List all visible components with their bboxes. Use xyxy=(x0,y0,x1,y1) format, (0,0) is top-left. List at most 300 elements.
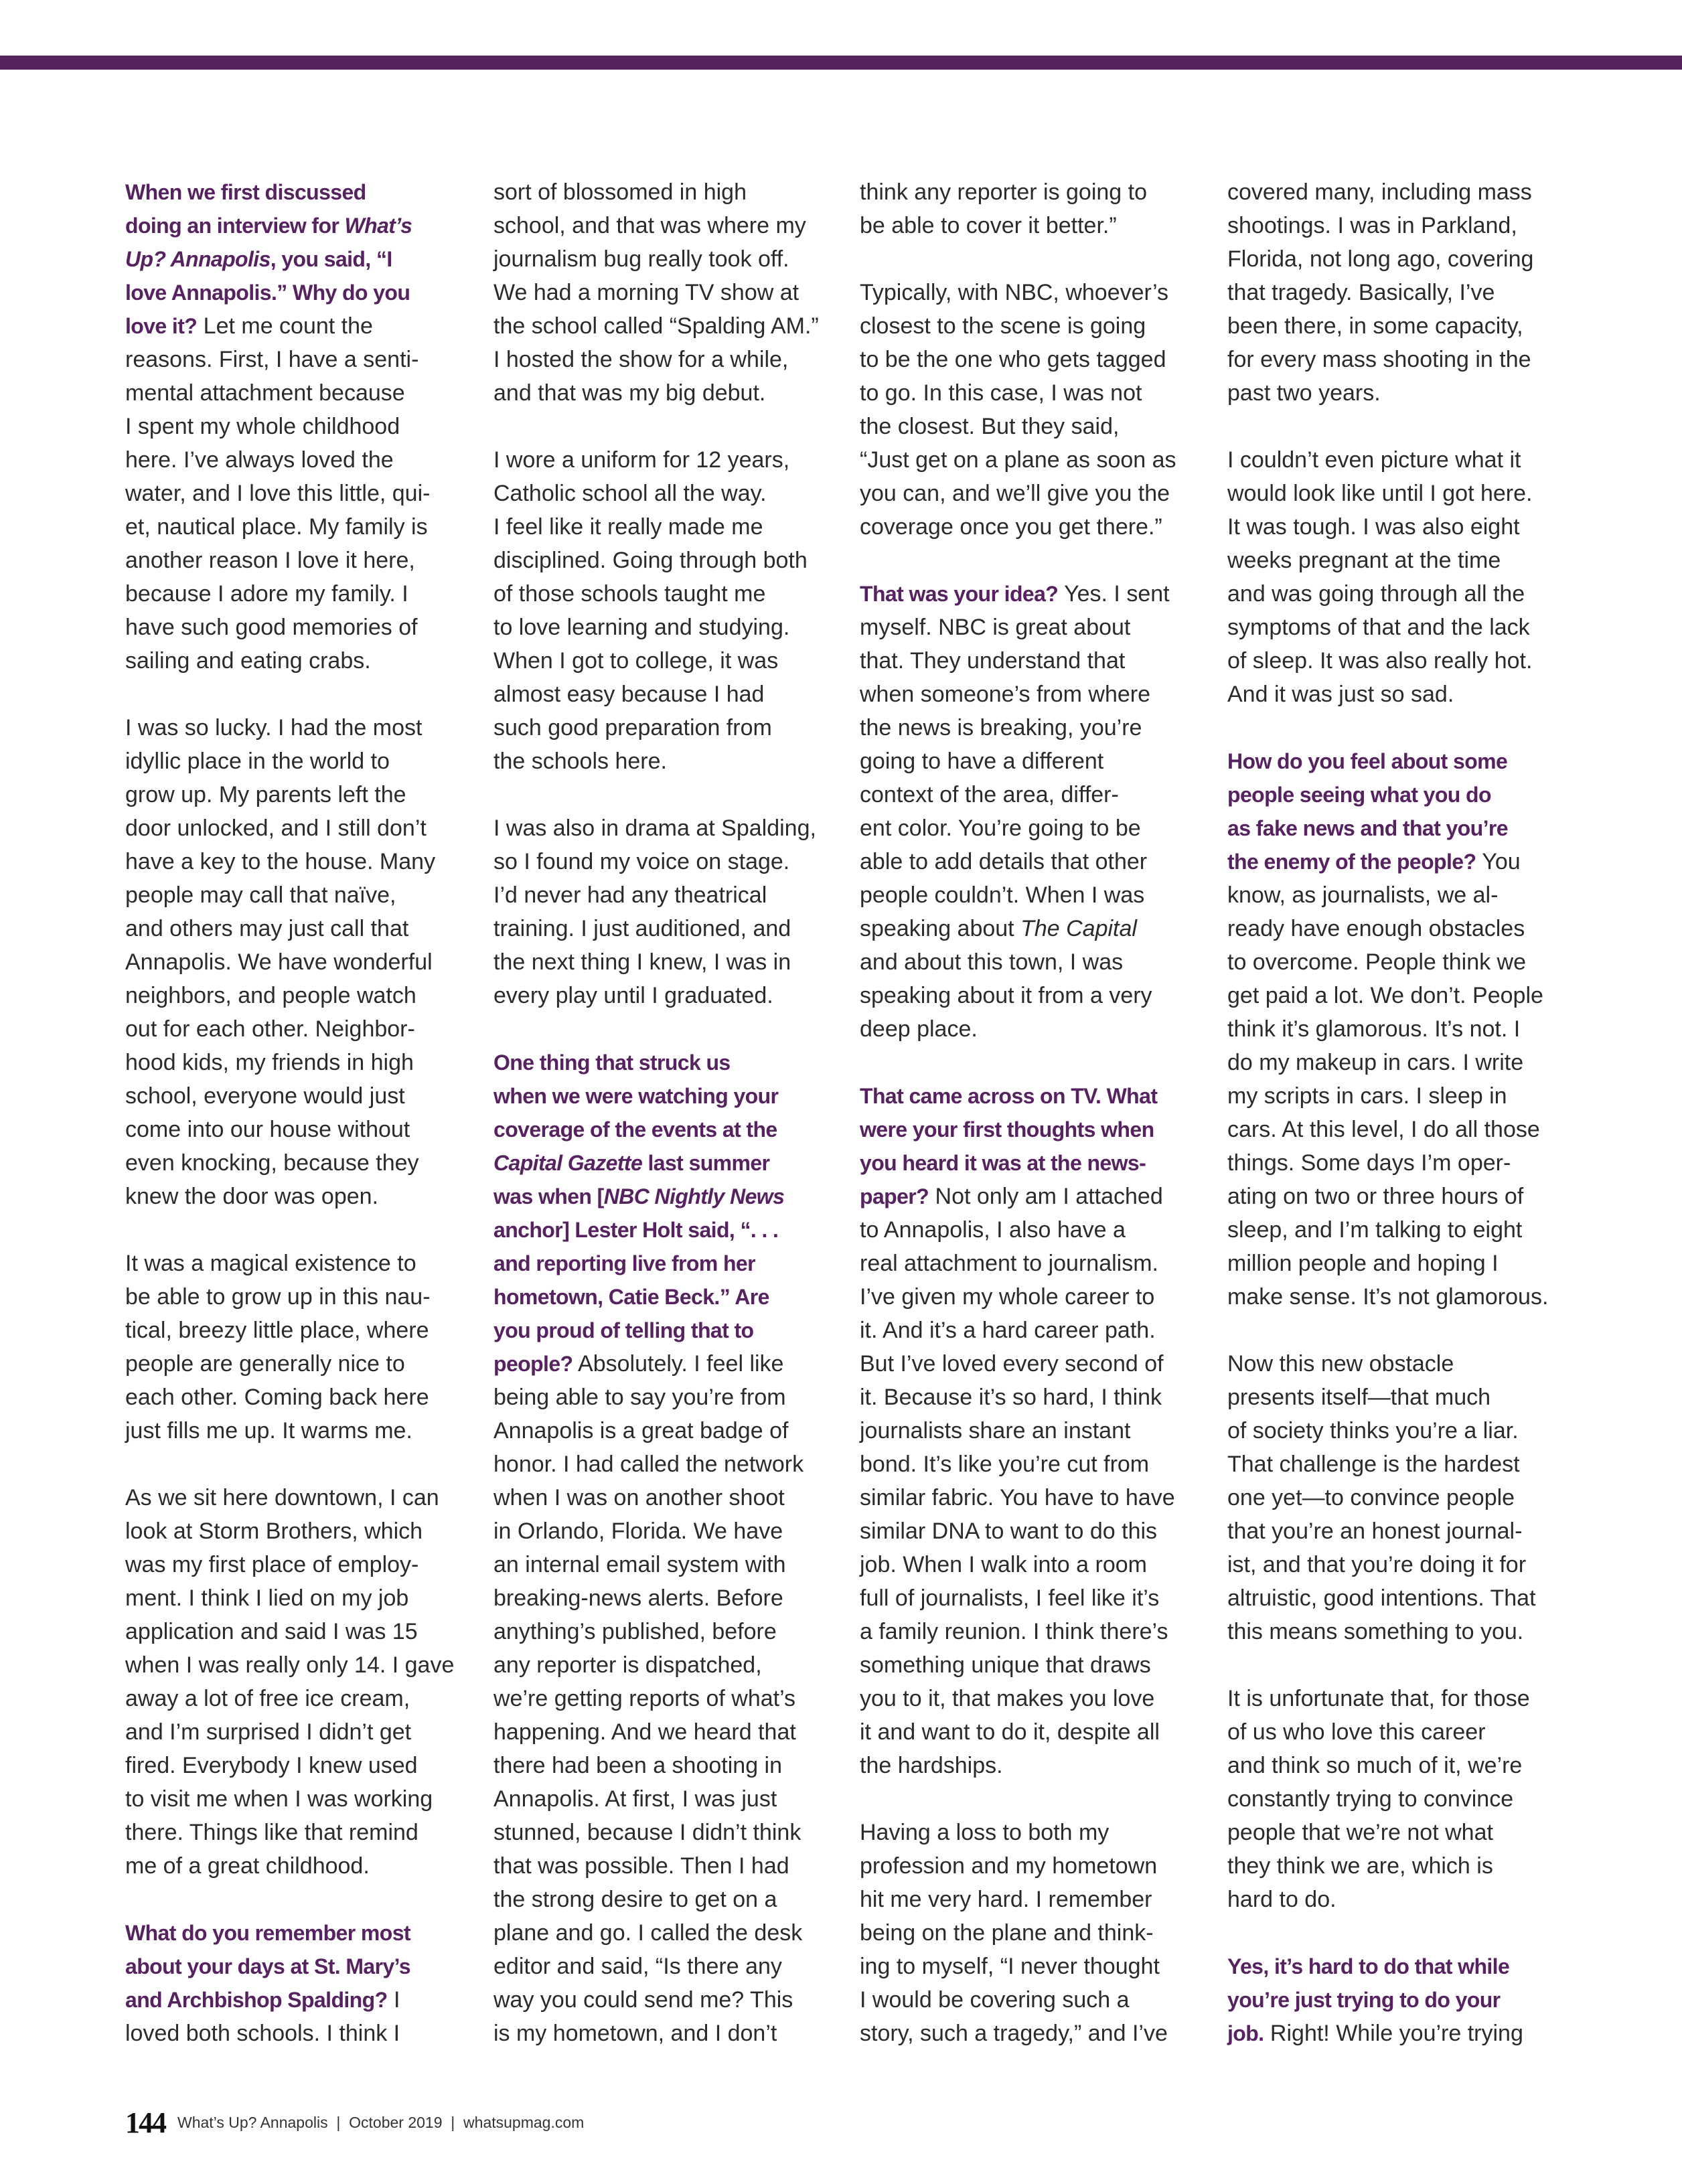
text-line-content xyxy=(860,711,1142,745)
text-line xyxy=(1227,2017,1562,2050)
text-line xyxy=(125,1481,460,1514)
page-number: 144 xyxy=(125,2106,165,2139)
body-text: I xyxy=(387,1987,400,2013)
text-line xyxy=(125,1280,460,1314)
text-line xyxy=(1227,1782,1562,1816)
text-line xyxy=(860,878,1195,912)
text-line xyxy=(493,1883,828,1916)
interview-question-text: was when [ xyxy=(493,1184,604,1208)
body-text: As we sit here downtown, I can xyxy=(125,1485,439,1510)
body-text: have such good memories of xyxy=(125,615,418,640)
body-text: I’ve given my whole career to xyxy=(860,1284,1155,1310)
text-line-content xyxy=(125,1146,419,1180)
text-line-content xyxy=(1227,343,1531,376)
text-line-content xyxy=(493,1213,778,1247)
text-line xyxy=(125,309,460,343)
text-line-content xyxy=(1227,1146,1511,1180)
text-line-content xyxy=(493,644,778,678)
text-line xyxy=(493,711,828,745)
body-text: hood kids, my friends in high xyxy=(125,1050,414,1075)
body-text: is my hometown, and I don’t xyxy=(493,2021,777,2046)
text-line xyxy=(860,1381,1195,1414)
text-line xyxy=(860,477,1195,510)
text-line-content xyxy=(125,979,416,1012)
body-text: it. And it’s a hard career path. xyxy=(860,1318,1156,1343)
text-line xyxy=(125,1615,460,1648)
text-line xyxy=(860,979,1195,1012)
text-line xyxy=(1227,1481,1562,1514)
text-line xyxy=(1227,343,1562,376)
text-line-content xyxy=(125,1113,410,1146)
text-line-content xyxy=(1227,544,1501,577)
text-line-content xyxy=(125,443,394,477)
body-text: It was a magical existence to xyxy=(125,1251,416,1276)
text-line-content xyxy=(493,678,764,711)
text-line xyxy=(493,1782,828,1816)
text-line-content xyxy=(1227,1615,1523,1648)
text-line-content xyxy=(125,1548,418,1581)
text-line xyxy=(1227,1146,1562,1180)
text-line xyxy=(493,1682,828,1715)
body-text: think any reporter is going to xyxy=(860,179,1148,205)
text-line xyxy=(493,443,828,477)
interview-question-text: How do you feel about some xyxy=(1227,749,1508,773)
text-line-content xyxy=(1227,175,1532,209)
interview-question-text: Up? Annapolis xyxy=(125,247,271,271)
text-line-content xyxy=(860,845,1147,878)
text-line xyxy=(860,1615,1195,1648)
text-line xyxy=(1227,1816,1562,1849)
body-text: Right! While you’re trying xyxy=(1264,2021,1523,2046)
text-line xyxy=(125,544,460,577)
body-text: million people and hoping I xyxy=(1227,1251,1499,1276)
text-line xyxy=(1227,1414,1562,1448)
text-line xyxy=(860,1280,1195,1314)
paragraph xyxy=(860,276,1195,544)
text-line-content xyxy=(125,945,433,979)
text-line-content xyxy=(125,1749,418,1782)
text-line xyxy=(125,1581,460,1615)
text-line-content xyxy=(125,175,366,209)
text-line-content xyxy=(125,1615,418,1648)
text-line-content xyxy=(493,1514,783,1548)
article-column-3 xyxy=(860,175,1195,2084)
text-line-content xyxy=(493,1314,753,1347)
text-line xyxy=(493,1950,828,1983)
body-text: people that we’re not what xyxy=(1227,1820,1493,1845)
text-line xyxy=(1227,979,1562,1012)
text-line-content xyxy=(125,577,408,611)
body-text: Typically, with NBC, whoever’s xyxy=(860,280,1169,305)
text-line-content xyxy=(493,979,773,1012)
body-text: that tragedy. Basically, I’ve xyxy=(1227,280,1495,305)
text-line xyxy=(1227,1548,1562,1581)
text-line xyxy=(125,778,460,811)
interview-question-text: Yes, it’s hard to do that while xyxy=(1227,1954,1510,1978)
text-line xyxy=(125,1548,460,1581)
text-line xyxy=(1227,1514,1562,1548)
body-text: people may call that naïve, xyxy=(125,882,396,908)
body-text: people are generally nice to xyxy=(125,1351,405,1377)
text-line xyxy=(1227,1983,1562,2017)
body-text: when I was on another shoot xyxy=(493,1485,785,1510)
interview-question-text: NBC Nightly News xyxy=(603,1184,785,1208)
text-line-content xyxy=(125,1648,454,1682)
text-line xyxy=(125,510,460,544)
text-line-content xyxy=(860,343,1166,376)
interview-question-text: paper? xyxy=(860,1184,929,1208)
interview-question-text: as fake news and that you’re xyxy=(1227,816,1508,840)
text-line xyxy=(493,577,828,611)
body-text: Not only am I attached xyxy=(929,1184,1163,1209)
text-line xyxy=(860,1816,1195,1849)
text-line-content xyxy=(860,1883,1152,1916)
body-text: to overcome. People think we xyxy=(1227,949,1527,975)
body-text: know, as journalists, we al- xyxy=(1227,882,1499,908)
paragraph xyxy=(493,175,828,410)
text-line xyxy=(493,1347,828,1381)
text-line-content xyxy=(125,1012,415,1046)
body-text: to be the one who gets tagged xyxy=(860,347,1166,372)
text-line-content xyxy=(1227,1414,1519,1448)
body-text: just fills me up. It warms me. xyxy=(125,1418,412,1444)
body-text: When I got to college, it was xyxy=(493,648,779,674)
text-line xyxy=(125,1347,460,1381)
body-text: grow up. My parents left the xyxy=(125,782,406,807)
text-line-content xyxy=(493,1648,762,1682)
paragraph xyxy=(125,1247,460,1448)
body-text: here. I’ve always loved the xyxy=(125,447,394,473)
body-text: it and want to do it, despite all xyxy=(860,1719,1160,1745)
text-line xyxy=(860,276,1195,309)
text-line xyxy=(860,845,1195,878)
text-line xyxy=(493,1481,828,1514)
text-line xyxy=(125,611,460,644)
text-line-content xyxy=(493,945,791,979)
text-line xyxy=(1227,1715,1562,1749)
body-text: story, such a tragedy,” and I’ve xyxy=(860,2021,1168,2046)
text-line xyxy=(493,510,828,544)
text-line-content xyxy=(1227,745,1507,778)
text-line-content xyxy=(493,1849,789,1883)
interview-question-text: you’re just trying to do your xyxy=(1227,1988,1501,2012)
text-line xyxy=(1227,376,1562,410)
text-line xyxy=(125,410,460,443)
paragraph xyxy=(125,711,460,1213)
text-line xyxy=(1227,1448,1562,1481)
text-line-content xyxy=(1227,510,1520,544)
body-text: That challenge is the hardest xyxy=(1227,1452,1520,1477)
text-line-content xyxy=(493,1983,793,2017)
body-text: Yes. I sent xyxy=(1058,581,1170,607)
body-text: reasons. First, I have a senti- xyxy=(125,347,419,372)
text-line-content xyxy=(493,175,747,209)
body-text: You xyxy=(1476,849,1521,874)
body-text: one yet—to convince people xyxy=(1227,1485,1515,1510)
body-text: It was tough. I was also eight xyxy=(1227,514,1520,540)
text-line-content xyxy=(860,2017,1168,2050)
text-line xyxy=(493,979,828,1012)
text-line xyxy=(1227,443,1562,477)
text-line xyxy=(860,1648,1195,1682)
interview-question-text: When we first discussed xyxy=(125,180,366,204)
body-text: journalism bug really took off. xyxy=(493,246,789,272)
text-line xyxy=(125,577,460,611)
text-line-content xyxy=(493,845,789,878)
body-text: out for each other. Neighbor- xyxy=(125,1016,415,1042)
body-text: I’d never had any theatrical xyxy=(493,882,767,908)
text-line-content xyxy=(1227,1715,1486,1749)
text-line xyxy=(860,2017,1195,2050)
text-line-content xyxy=(860,1146,1146,1180)
text-line-content xyxy=(1227,1448,1520,1481)
body-text: It is unfortunate that, for those xyxy=(1227,1686,1530,1711)
text-line xyxy=(1227,1213,1562,1247)
text-line-content xyxy=(860,611,1130,644)
text-line-content xyxy=(860,1514,1157,1548)
body-text: myself. NBC is great about xyxy=(860,615,1131,640)
text-line-content xyxy=(125,1079,405,1113)
body-text: be able to grow up in this nau- xyxy=(125,1284,431,1310)
text-line xyxy=(860,611,1195,644)
text-line xyxy=(1227,276,1562,309)
body-text: stunned, because I didn’t think xyxy=(493,1820,801,1845)
text-line-content xyxy=(125,1581,408,1615)
body-text: the hardships. xyxy=(860,1753,1003,1778)
text-line xyxy=(860,1514,1195,1548)
body-text: that was possible. Then I had xyxy=(493,1853,789,1879)
body-text: way you could send me? This xyxy=(493,1987,793,2013)
text-line xyxy=(125,1414,460,1448)
text-line xyxy=(1227,1381,1562,1414)
text-line-content xyxy=(493,711,772,745)
body-text: weeks pregnant at the time xyxy=(1227,548,1501,573)
text-line xyxy=(1227,1682,1562,1715)
text-line xyxy=(493,1314,828,1347)
text-line-content xyxy=(493,1715,796,1749)
text-line xyxy=(1227,1615,1562,1648)
text-line-content xyxy=(125,1314,429,1347)
text-line-content xyxy=(860,1749,1003,1782)
body-text: to love learning and studying. xyxy=(493,615,790,640)
text-line xyxy=(860,811,1195,845)
text-line-content xyxy=(1227,878,1498,912)
text-line xyxy=(125,912,460,945)
text-line xyxy=(493,1983,828,2017)
text-line xyxy=(125,1514,460,1548)
text-line xyxy=(1227,1749,1562,1782)
text-line-content xyxy=(493,544,808,577)
body-text: and that was my big debut. xyxy=(493,380,766,406)
text-line xyxy=(1227,945,1562,979)
body-text: was my first place of employ- xyxy=(125,1552,419,1577)
body-text: I feel like it really made me xyxy=(493,514,763,540)
text-line-content xyxy=(860,912,1137,945)
text-line-content xyxy=(125,343,418,376)
text-line xyxy=(1227,1046,1562,1079)
text-line xyxy=(125,1816,460,1849)
body-text: the closest. But they said, xyxy=(860,414,1120,439)
text-line-content xyxy=(493,209,806,242)
text-line xyxy=(860,1715,1195,1749)
text-line xyxy=(125,1715,460,1749)
text-line-content xyxy=(493,2017,777,2050)
body-text: you to it, that makes you love xyxy=(860,1686,1155,1711)
text-line xyxy=(860,1314,1195,1347)
text-line-content xyxy=(125,811,427,845)
body-text: anything’s published, before xyxy=(493,1619,777,1644)
interview-question-text: , you said, “I xyxy=(270,247,392,271)
text-line-content xyxy=(125,309,373,343)
paragraph xyxy=(860,1079,1195,1782)
body-text: another reason I love it here, xyxy=(125,548,415,573)
text-line xyxy=(493,1247,828,1280)
text-line-content xyxy=(493,1180,784,1213)
text-line-content xyxy=(125,644,371,678)
text-line xyxy=(860,711,1195,745)
body-text: ating on two or three hours of xyxy=(1227,1184,1524,1209)
text-line xyxy=(493,1046,828,1079)
text-line xyxy=(1227,1950,1562,1983)
text-line-content xyxy=(1227,2017,1523,2050)
text-line xyxy=(125,845,460,878)
text-line-content xyxy=(860,1381,1162,1414)
text-line-content xyxy=(860,1816,1109,1849)
text-line xyxy=(1227,577,1562,611)
body-text: of sleep. It was also really hot. xyxy=(1227,648,1533,674)
interview-question-text: you heard it was at the news- xyxy=(860,1151,1146,1175)
text-line xyxy=(125,1314,460,1347)
body-text: we’re getting reports of what’s xyxy=(493,1686,796,1711)
text-line-content xyxy=(860,644,1125,678)
paragraph xyxy=(1227,1950,1562,2050)
body-text: any reporter is dispatched, xyxy=(493,1652,762,1678)
text-line-content xyxy=(493,1046,731,1079)
text-line-content xyxy=(125,778,406,811)
body-text: because I adore my family. I xyxy=(125,581,408,607)
body-text: Catholic school all the way. xyxy=(493,481,767,506)
text-line-content xyxy=(860,1481,1175,1514)
text-line xyxy=(860,1749,1195,1782)
body-text: We had a morning TV show at xyxy=(493,280,799,305)
text-line xyxy=(493,1916,828,1950)
article-column-4 xyxy=(1227,175,1562,2084)
text-line xyxy=(860,1180,1195,1213)
body-text: being able to say you’re from xyxy=(493,1385,786,1410)
text-line-content xyxy=(493,745,667,778)
text-line xyxy=(1227,510,1562,544)
text-line xyxy=(860,1079,1195,1113)
interview-question-text: What do you remember most xyxy=(125,1921,410,1945)
interview-question-text: Capital Gazette xyxy=(493,1151,643,1175)
body-text: ment. I think I lied on my job xyxy=(125,1585,409,1611)
text-line xyxy=(860,1481,1195,1514)
body-text: when someone’s from where xyxy=(860,682,1151,707)
interview-question-text: job. xyxy=(1227,2021,1264,2045)
body-text: Annapolis. We have wonderful xyxy=(125,949,433,975)
interview-question-text: you proud of telling that to xyxy=(493,1318,754,1342)
text-line-content xyxy=(1227,1012,1520,1046)
text-line xyxy=(493,878,828,912)
body-text: similar DNA to want to do this xyxy=(860,1518,1158,1544)
body-text: be able to cover it better.” xyxy=(860,213,1117,238)
body-text: sort of blossomed in high xyxy=(493,179,747,205)
text-line-content xyxy=(125,410,400,443)
text-line-content xyxy=(1227,1079,1507,1113)
text-line xyxy=(125,376,460,410)
text-line-content xyxy=(860,410,1119,443)
body-text: real attachment to journalism. xyxy=(860,1251,1158,1276)
paragraph xyxy=(860,577,1195,1046)
body-text: of those schools taught me xyxy=(493,581,766,607)
body-text: able to add details that other xyxy=(860,849,1148,874)
interview-question-text: and Archbishop Spalding? xyxy=(125,1988,388,2012)
text-line-content xyxy=(493,1448,804,1481)
body-text: closest to the scene is going xyxy=(860,313,1146,339)
text-line xyxy=(125,209,460,242)
text-line xyxy=(860,577,1195,611)
body-text: door unlocked, and I still don’t xyxy=(125,815,427,841)
text-line-content xyxy=(493,1347,783,1381)
body-text: symptoms of that and the lack xyxy=(1227,615,1530,640)
text-line xyxy=(125,1682,460,1715)
text-line xyxy=(1227,1180,1562,1213)
text-line-content xyxy=(125,1514,423,1548)
body-text: journalists share an instant xyxy=(860,1418,1131,1444)
text-line-content xyxy=(1227,778,1491,811)
body-text: coverage once you get there.” xyxy=(860,514,1162,540)
body-text: neighbors, and people watch xyxy=(125,983,416,1008)
body-text: get paid a lot. We don’t. People xyxy=(1227,983,1543,1008)
text-line-content xyxy=(860,1448,1149,1481)
text-line-content xyxy=(493,309,819,343)
text-line xyxy=(860,1548,1195,1581)
paragraph xyxy=(1227,443,1562,711)
text-line-content xyxy=(125,845,435,878)
body-text: school, everyone would just xyxy=(125,1083,405,1109)
body-text: going to have a different xyxy=(860,749,1104,774)
body-text: Having a loss to both my xyxy=(860,1820,1110,1845)
text-line xyxy=(125,878,460,912)
body-text: that you’re an honest journal- xyxy=(1227,1518,1523,1544)
text-line xyxy=(125,1916,460,1950)
text-line xyxy=(125,175,460,209)
text-line xyxy=(860,778,1195,811)
text-line-content xyxy=(1227,845,1521,878)
text-line-content xyxy=(860,1950,1160,1983)
interview-question-text: and reporting live from her xyxy=(493,1251,755,1275)
text-line xyxy=(493,1615,828,1648)
text-line xyxy=(125,2017,460,2050)
body-text: almost easy because I had xyxy=(493,682,765,707)
body-text: job. When I walk into a room xyxy=(860,1552,1147,1577)
text-line xyxy=(1227,477,1562,510)
body-text: each other. Coming back here xyxy=(125,1385,429,1410)
text-line xyxy=(1227,1247,1562,1280)
text-line xyxy=(125,1950,460,1983)
text-line-content xyxy=(125,477,430,510)
body-text: something unique that draws xyxy=(860,1652,1151,1678)
text-line-content xyxy=(125,1414,412,1448)
text-line-content xyxy=(1227,611,1530,644)
body-text: the news is breaking, you’re xyxy=(860,715,1142,740)
body-text: and about this town, I was xyxy=(860,949,1124,975)
text-line-content xyxy=(125,1682,410,1715)
text-line xyxy=(1227,644,1562,678)
text-line xyxy=(1227,1079,1562,1113)
text-line xyxy=(493,242,828,276)
text-line-content xyxy=(493,577,765,611)
